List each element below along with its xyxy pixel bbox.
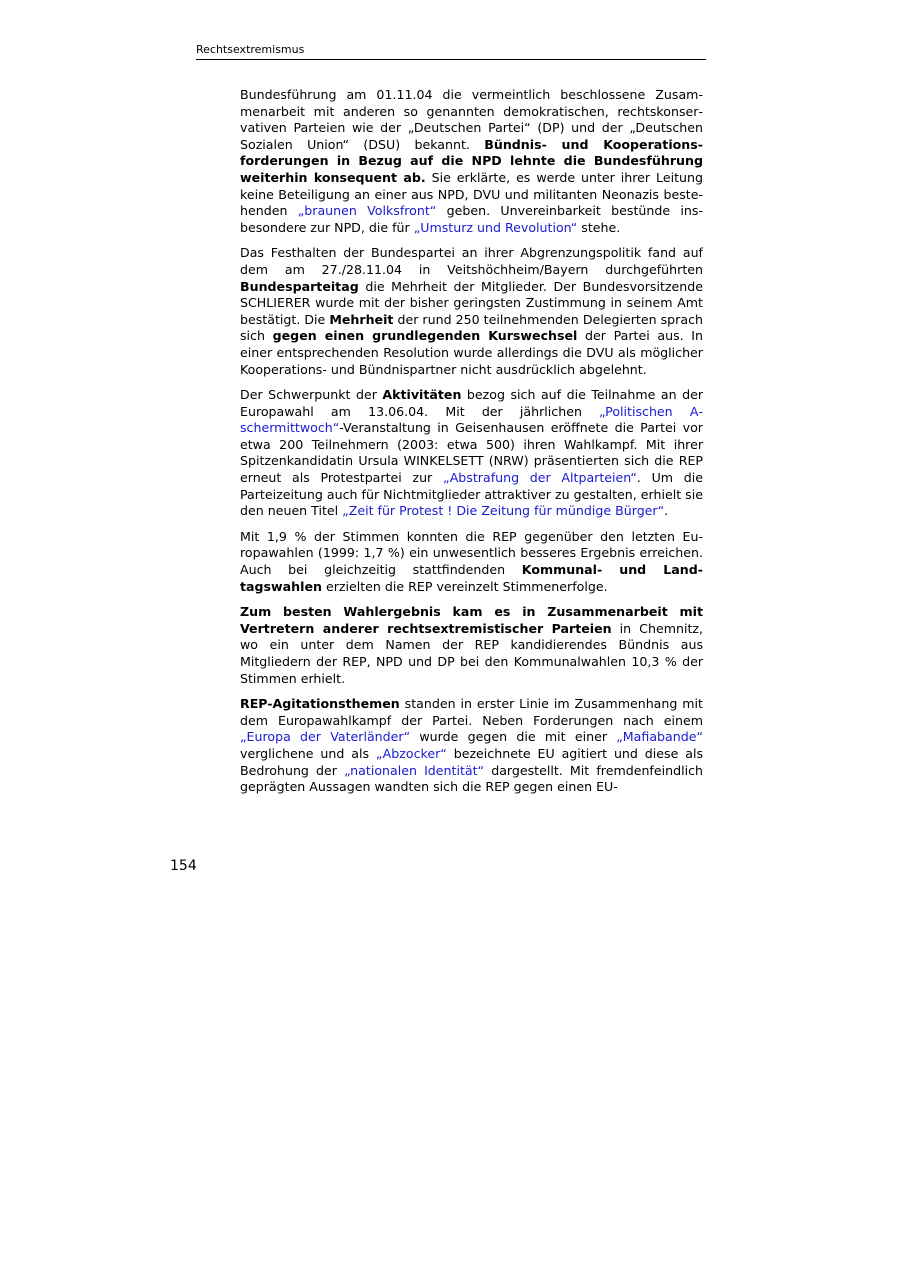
text-run: .: [664, 503, 669, 519]
page-number: 154: [170, 858, 197, 874]
text-run: die Mehrheit der Mitglieder. Der Bundesvorsitzende SCHLIERER wurde mit der bisher geringsten Zustimmung in seinem Amt bestätigt. Die: [240, 278, 703, 327]
text-run: Das Festhalten der Bundespartei an ihrer Abgrenzungspolitik fand auf dem am 27./28.11.04 in Veitshöchheim/Bayern durchgeführten: [240, 245, 703, 277]
running-header-title: Rechtsextremismus: [196, 43, 305, 56]
bold-emphasis: Bündnis- und Kooperationsforderungen in Bezug auf die NPD lehnte die Bundesführung weiterhin konsequent ab.: [240, 136, 703, 185]
text-run: der Partei aus. In einer entsprechenden Resolution wurde allerdings die DVU als möglicher Kooperations- und Bündnispartner nicht ausdrücklich abgelehnt.: [240, 328, 703, 377]
paragraph: [240, 245, 703, 378]
paragraph: [240, 696, 703, 796]
bold-emphasis: REP-Agitationsthemen: [240, 696, 400, 712]
bold-emphasis: Kommunal- und Landtagswahlen: [240, 562, 703, 594]
quoted-phrase: „braunen Volksfront“: [297, 203, 437, 219]
bold-emphasis: Aktivitäten: [382, 387, 462, 403]
text-run: wurde gegen die mit einer: [410, 729, 617, 745]
text-run: Sie erklärte, es werde unter ihrer Leitung keine Beteiligung an einer aus NPD, DVU und militanten Neonazis bestehenden: [240, 169, 703, 219]
text-run: Mit 1,9 % der Stimmen konnten die REP gegenüber den letzten Europawahlen (1999: 1,7 %) ein unwesentlich besseres Ergebnis erreichen. Auch bei gleichzeitig stattfindenden: [240, 528, 703, 578]
text-run: geben. Unvereinbarkeit bestünde insbesondere zur NPD, die für: [240, 203, 703, 235]
quoted-phrase: „Politischen Aschermittwoch“: [240, 403, 703, 436]
quoted-phrase: „Europa der Vaterländer“: [240, 729, 411, 745]
text-run: dargestellt. Mit fremdenfeindlich geprägten Aussagen wandten sich die REP gegen einen EU-: [240, 762, 703, 795]
quoted-phrase: „Abzocker“: [375, 745, 447, 761]
text-run: . Um die Parteizeitung auch für Nichtmitglieder attraktiver zu gestalten, erhielt sie den neuen Titel: [240, 470, 703, 519]
running-header: [196, 43, 706, 60]
text-run: standen in erster Linie im Zusammenhang mit dem Europawahlkampf der Partei. Neben Forderungen nach einem: [240, 696, 703, 728]
text-run: verglichene und als: [240, 745, 376, 761]
text-run: Der Schwerpunkt der: [240, 387, 383, 403]
body-text: [240, 87, 703, 805]
text-run: stehe.: [577, 219, 621, 235]
bold-emphasis: Zum besten Wahlergebnis kam es in Zusammenarbeit mit Vertretern anderer rechtsextremistischer Parteien: [240, 604, 703, 636]
bold-emphasis: Mehrheit: [329, 311, 394, 327]
text-run: bezeichnete EU agitiert und diese als Bedrohung der: [240, 745, 704, 778]
bold-emphasis: gegen einen grundlegenden Kurswechsel: [272, 328, 578, 344]
text-run: -Veranstaltung in Geisenhausen eröffnete die Partei vor etwa 200 Teilnehmern (2003: etwa 500) ihren Wahlkampf. Mit ihrer Spitzenkandidatin Ursula WINKELSETT (NRW) präsentierten sich die REP erneut als Protestpartei zur: [240, 420, 703, 486]
text-run: in Chemnitz, wo ein unter dem Namen der REP kandidierendes Bündnis aus Mitgliedern der REP, NPD und DP bei den Kommunalwahlen 10,3 % der Stimmen erhielt.: [240, 620, 703, 686]
quoted-phrase: „Abstrafung der Altparteien“: [442, 470, 637, 486]
quoted-phrase: „Mafiabande“: [616, 729, 703, 745]
paragraph: [240, 87, 703, 236]
quoted-phrase: „Umsturz und Revolution“: [413, 219, 578, 235]
paragraph: [240, 529, 703, 595]
text-run: der rund 250 teilnehmenden Delegierten sprach sich: [240, 311, 703, 344]
text-run: erzielten die REP vereinzelt Stimmenerfolge.: [321, 578, 608, 594]
quoted-phrase: „nationalen Identität“: [344, 762, 485, 778]
paragraph: [240, 604, 703, 687]
bold-emphasis: Bundesparteitag: [240, 278, 359, 294]
text-run: bezog sich auf die Teilnahme an der Europawahl am 13.06.04. Mit der jährlichen: [240, 387, 703, 419]
text-run: Bundesführung am 01.11.04 die vermeintlich beschlossene Zusammenarbeit mit anderen so genannten demokratischen, rechtskonservativen Parteien wie der „Deutschen Partei“ (DP) und der „Deutschen Sozialen Union“ (DSU) bekannt.: [240, 87, 703, 152]
quoted-phrase: „Zeit für Protest ! Die Zeitung für mündige Bürger“: [342, 503, 665, 519]
paragraph: [240, 387, 703, 520]
